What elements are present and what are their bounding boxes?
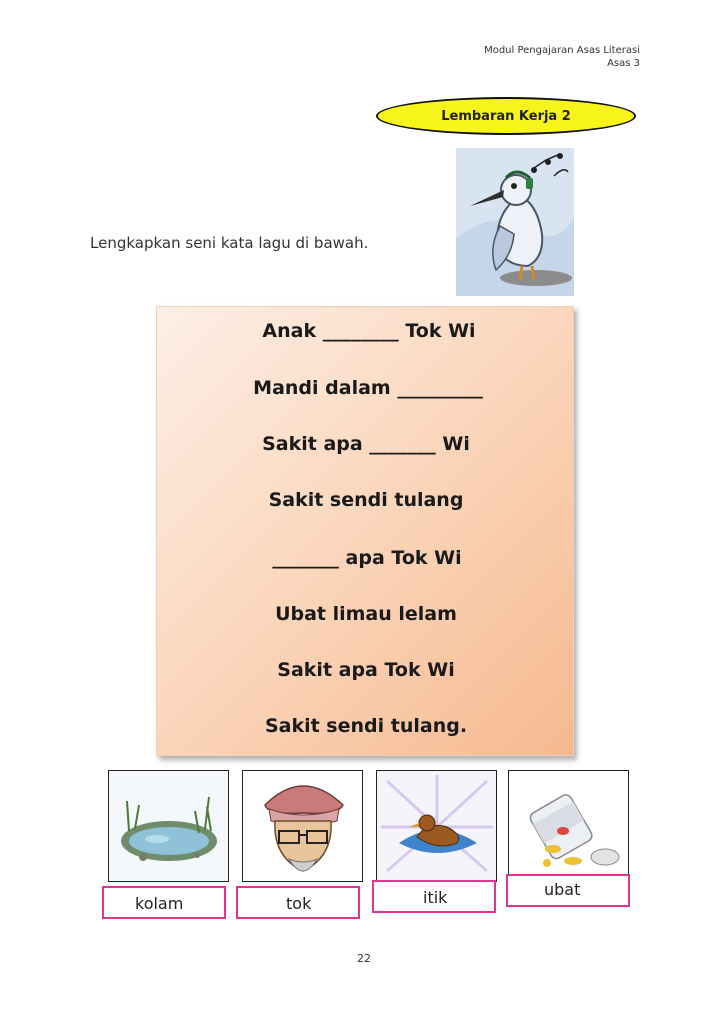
poem-line: Sakit sendi tulang [268, 489, 464, 511]
poem-line: Ubat limau lelam [275, 603, 457, 625]
poem-line: Mandi dalam _________ [253, 377, 483, 399]
word-label-kolam [102, 886, 226, 919]
word-label-text: kolam [135, 894, 184, 913]
page-number: 22 [357, 952, 371, 965]
word-label-text: itik [423, 888, 448, 907]
old-man-picture [242, 770, 363, 882]
word-label-ubat [506, 874, 630, 907]
poem-line: _______ apa Tok Wi [272, 547, 462, 569]
instruction-text: Lengkapkan seni kata lagu di bawah. [90, 234, 369, 252]
module-title: Modul Pengajaran Asas Literasi [484, 45, 640, 56]
medicine-picture [508, 770, 629, 882]
module-level: Asas 3 [607, 58, 640, 69]
singing-bird-illustration [456, 148, 574, 296]
poem-line: Sakit sendi tulang. [264, 715, 468, 737]
worksheet-title-badge [376, 97, 636, 135]
poem-line: Anak ________ Tok Wi [262, 320, 476, 342]
duck-picture [376, 770, 497, 882]
poem-box [156, 306, 574, 756]
word-label-tok [236, 886, 360, 919]
word-label-itik [372, 880, 496, 913]
poem-line: Sakit apa Tok Wi [277, 659, 455, 681]
page-header [484, 44, 640, 70]
worksheet-title: Lembaran Kerja 2 [441, 108, 571, 124]
word-label-text: tok [286, 894, 312, 913]
poem-line: Sakit apa _______ Wi [262, 433, 470, 455]
pond-picture [108, 770, 229, 882]
word-label-text: ubat [544, 880, 581, 899]
